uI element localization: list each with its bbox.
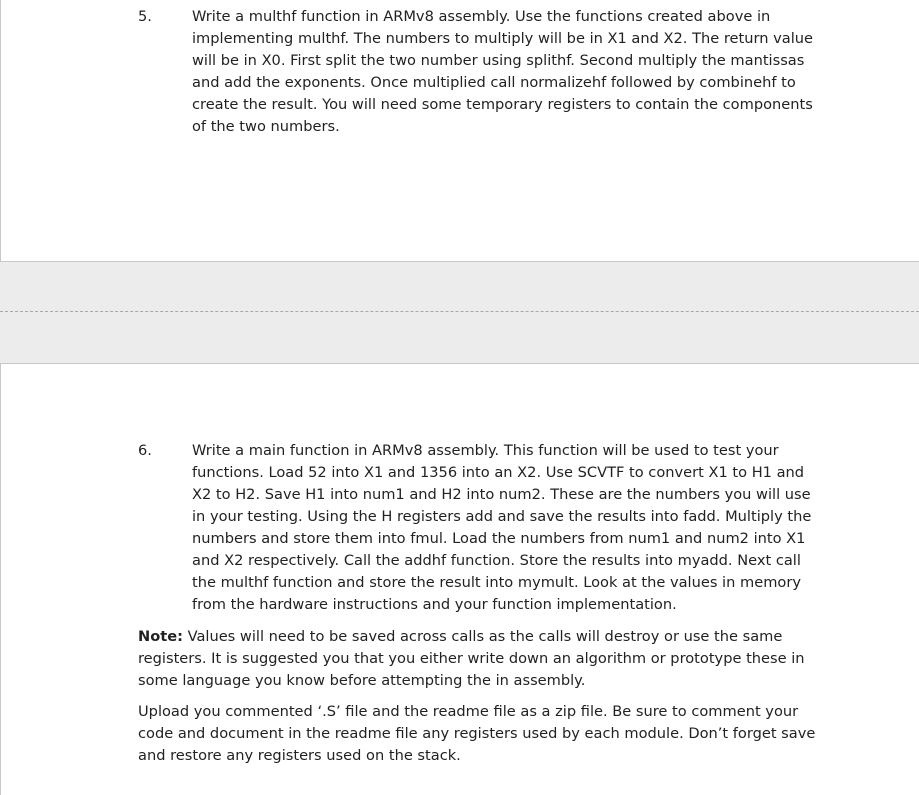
list-text-5: Write a multhf function in ARMv8 assembly. Use the functions created above in implementing multhf. The numbers to multiply will be in X1 and X2. The return value will be in X0. First split the two number using splithf. Second multiply the mantissas and add the exponents. Once multiplied call normalizehf followed by combinehf to create the result. You will need some temporary registers to contain the components of the two numbers. <box>192 8 813 135</box>
note-text: Values will need to be saved across calls as the calls will destroy or use the same registers. It is suggested you that you either write down an algorithm or prototype these in some language you know before attempting the in assembly. <box>138 628 805 689</box>
note-label: Note: <box>138 628 183 645</box>
list-number-5: 5. <box>138 8 152 25</box>
note-paragraph <box>138 626 818 692</box>
list-text-6: Write a main function in ARMv8 assembly. This function will be used to test your functions. Load 52 into X1 and 1356 into an X2. Use SCVTF to convert X1 to H1 and X2 to H2. Save H1 into num1 and H2 into num2. These are the numbers you will use in your testing. Using the H registers add and save the results into fadd. Multiply the numbers and store them into fmul. Load the numbers from num1 and num2 into X1 and X2 respectively. Call the addhf function. Store the results into myadd. Next call the multhf function and store the result into mymult. Look at the values in memory from the hardware instructions and your function implementation. <box>192 442 812 613</box>
upload-paragraph: Upload you commented ‘.S’ file and the readme file as a zip file. Be sure to comment your code and document in the readme file any registers used by each module. Don’t forget save and restore any registers used on the stack. <box>138 703 816 764</box>
page-break-line <box>0 311 919 312</box>
page-gap <box>0 262 919 363</box>
list-number-6: 6. <box>138 442 152 459</box>
document-page-top <box>0 0 919 262</box>
document-page-bottom <box>0 363 919 795</box>
